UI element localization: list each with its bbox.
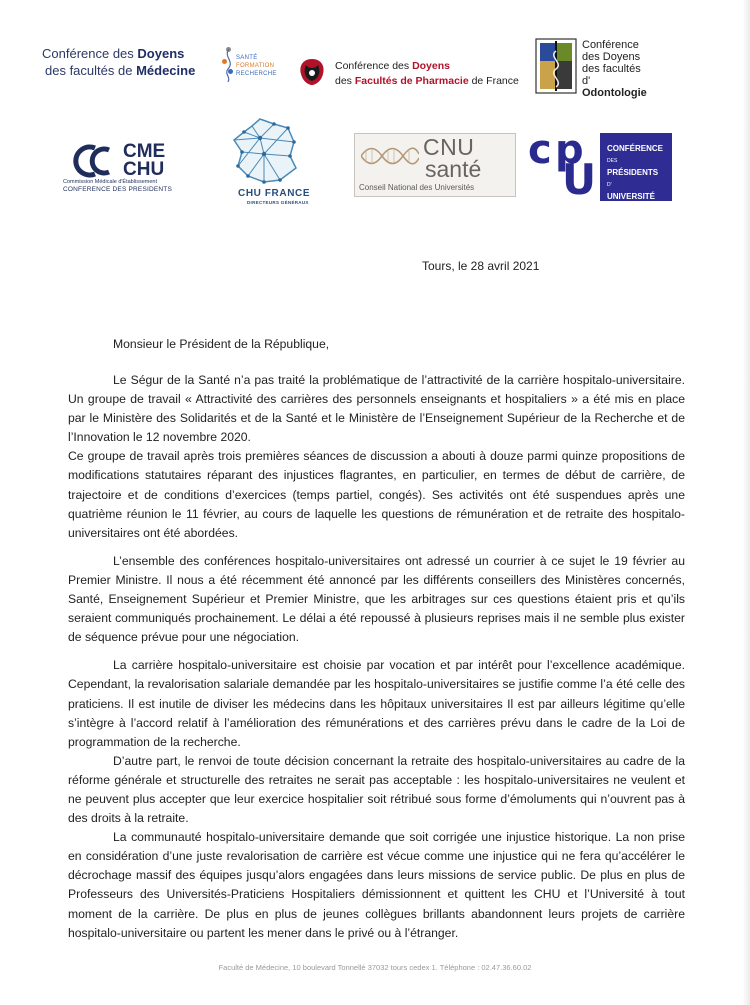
letter-date: Tours, le 28 avril 2021	[422, 259, 540, 273]
logo-doyens-medecine	[42, 42, 277, 84]
logo-medecine-tagline: SANTÉ FORMATION RECHERCHE	[236, 55, 277, 77]
logo-cpu-box	[600, 133, 672, 201]
cme-word1: CME	[123, 141, 166, 162]
caduceus-dots-icon	[222, 47, 236, 83]
pharmacie-emblem-icon	[297, 57, 327, 87]
page-edge-shadow	[742, 0, 750, 1005]
dna-helix-icon	[361, 146, 419, 166]
paragraph-conferences: L’ensemble des conférences hospitalo-universitaires ont adressé un courrier à ce sujet le 19 février au Premier Ministre. Il nous a été récemment été annoncé par les différents conseillers des Ministères concernés, Santé, Enseignement Supérieur et Premier Ministre, que les arbitrages sur ces questions étaient pris et qu’ils seraient communiqués prochainement. Le délai a été repoussé à plusieurs reprises mais il ne semble plus exister de séquence prévue pour une négociation.	[68, 553, 685, 645]
paragraph-carriere: La carrière hospitalo-universitaire est choisie par vocation et par intérêt pour l’excellence académique. Cependant, la revalorisation salariale demandée par les hospitalo-universitaires se justifie comme l’a été celle des praticiens. Il est inutile de diviser les médecins dans les hôpitaux universitaires Il est par ailleurs légitime qu’elle s’intègre à l’accord relatif à l’amélioration des rémunérations et des carrières prévu dans le cadre de la Loi de programmation de la recherche.	[68, 658, 685, 749]
chu-france-sub: DIRECTEURS GÉNÉRAUX	[247, 200, 309, 205]
paragraph-communaute: La communauté hospitalo-universitaire demande que soit corrigée une injustice historique. La non prise en considération d’une juste revalorisation de carrière est vécue comme une injustice qui ne fera qu’accélérer le décrochage massif des équipes jusqu’alors engagées dans leurs missions de service public. De plus en plus de Professeurs des Universités-Praticiens Hospitaliers démissionnent et quittent les CHU et l’Université à tout moment de la carrière. De plus en plus de jeunes collègues brillants abandonnent leurs projets de carrière hospitalo-universitaire ou partent les mener dans le privé ou à l’étranger.	[68, 830, 685, 940]
logo-medecine-line2: des facultés de Médecine	[45, 63, 196, 78]
cpu-letter-u: U	[562, 155, 597, 204]
odontologie-emblem-icon	[534, 37, 578, 95]
chu-france-title: CHU FRANCE	[238, 188, 311, 199]
paragraph-segur: Le Ségur de la Santé n’a pas traité la problématique de l’attractivité de la carrière hospitalo-universitaire. Un groupe de travail « Attractivité des carrières des personnels enseignants et hospitaliers » a été mis en place par le Ministère des Solidarités et de la Santé et le Ministère de l’Enseignement Supérieur de la Recherche et de l’Innovation le 12 novembre 2020.	[68, 373, 685, 445]
cme-swoosh-icon	[65, 144, 117, 178]
logo-cme-chu	[63, 140, 203, 195]
cpu-letter-p: p	[555, 127, 584, 173]
letter-salutation: Monsieur le Président de la République,	[113, 337, 330, 351]
cpu-box-text: CONFÉRENCE DES PRÉSIDENTS D' UNIVERSITÉ	[607, 144, 664, 201]
paragraph-groupe-travail: Ce groupe de travail après trois premières séances de discussion a abouti à douze parmi quinze propositions de modifications statutaires réparant des injustices flagrantes, en particulier, en termes de début de carrière, de trajectoire et de conditions d’exercices (temps partiel, congés). Ses activités ont été suspendues après une quatrième réunion le 11 février, au cours de laquelle les questions de rémunération et de retraite des hospitalo-universitaires ont été abordées.	[68, 449, 685, 540]
logo-doyens-odontologie	[534, 37, 664, 97]
logo-odontologie-text: Conférence des Doyens des facultés d' Odontologie	[582, 39, 647, 99]
logo-chu-france	[228, 116, 318, 208]
logo-pharmacie-line1: Conférence des Doyens	[335, 60, 450, 72]
letter-body	[68, 371, 685, 943]
france-network-map-icon	[230, 116, 300, 186]
cme-sub1: Commission Médicale d'Établissement	[63, 179, 157, 185]
cme-sub2: CONFERENCE DES PRESIDENTS	[63, 186, 173, 193]
paragraph-retraite: D’autre part, le renvoi de toute décision concernant la retraite des hospitalo-universitaires au cadre de la réforme générale et structurelle des retraites ne serait pas acceptable : les hospitalo-universitaires ne veulent et ne peuvent plus accepter que leur exercice hospitalier soit rétribué sous forme d’émoluments qui n’ouvrent pas à des droits à la retraite.	[68, 753, 685, 826]
cnu-sub: Conseil National des Universités	[359, 183, 475, 192]
logo-doyens-pharmacie	[297, 54, 519, 94]
logo-cpu-letters	[528, 127, 608, 204]
cme-word2: CHU	[123, 159, 165, 180]
cnu-word2: santé	[425, 156, 482, 182]
page-footer: Faculté de Médecine, 10 boulevard Tonnellé 37032 tours cedex 1. Téléphone : 02.47.36.60.02	[218, 963, 532, 972]
logo-medecine-line1: Conférence des Doyens	[42, 46, 185, 61]
cpu-letter-c: c	[528, 127, 552, 173]
cnu-word1: CNU	[423, 134, 475, 160]
logo-cnu-sante	[354, 133, 516, 197]
logo-pharmacie-line2: des Facultés de Pharmacie de France	[335, 75, 519, 87]
